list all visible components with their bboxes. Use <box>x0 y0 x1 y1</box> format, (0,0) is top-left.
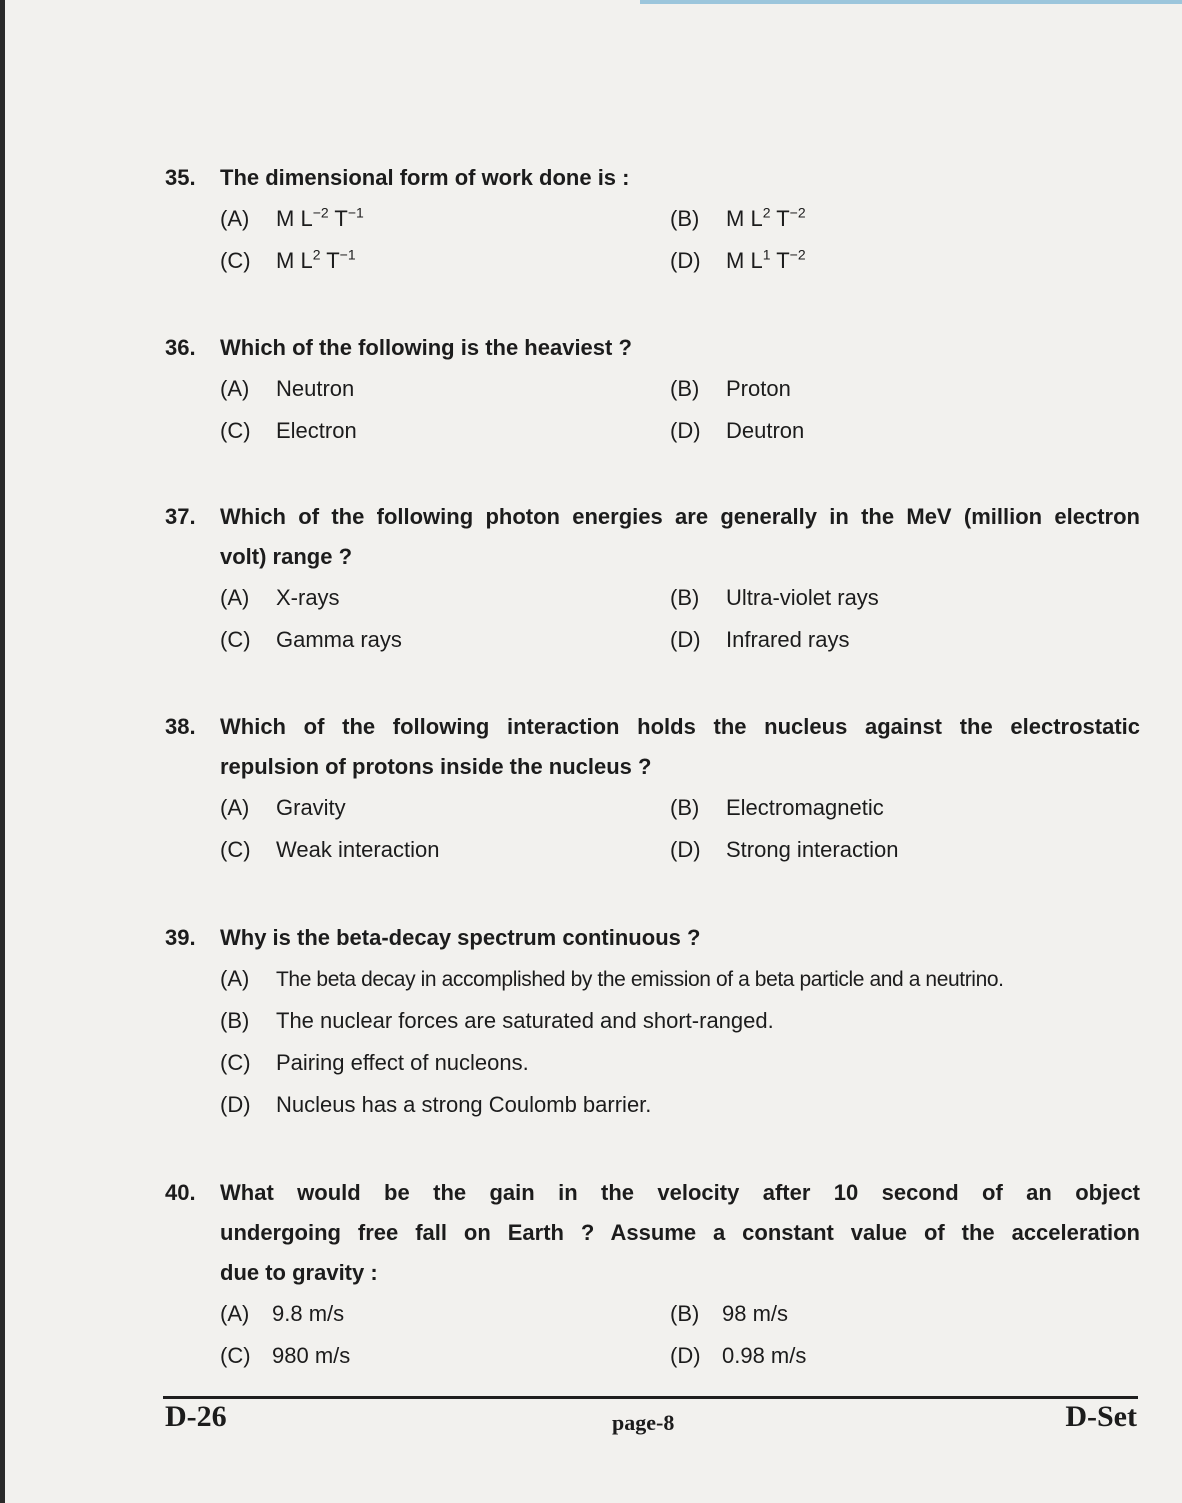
option-row <box>165 1335 1140 1377</box>
option-row <box>165 829 1140 871</box>
option-text: The beta decay in accomplished by the emission of a beta particle and a neutrino. <box>276 968 1004 991</box>
option-label: (B) <box>670 206 700 231</box>
question-text <box>165 158 1140 198</box>
option-d <box>670 829 898 871</box>
option-text: Strong interaction <box>726 837 899 862</box>
option-d <box>670 410 804 452</box>
option-label: (B) <box>220 1008 250 1033</box>
option-label: (A) <box>220 966 250 991</box>
question-40 <box>165 1173 1140 1377</box>
option-label: (D) <box>670 837 701 862</box>
option-row <box>165 1000 1140 1042</box>
question-35 <box>165 158 1140 282</box>
option-row <box>165 368 1140 410</box>
question-line: repulsion of protons inside the nucleus ? <box>220 754 652 779</box>
option-text: Proton <box>726 376 791 401</box>
option-row <box>165 787 1140 829</box>
formula-base: M L <box>276 248 313 273</box>
exponent: −1 <box>347 204 364 221</box>
option-text: 980 m/s <box>272 1343 351 1368</box>
question-line: undergoing free fall on Earth ? Assume a constant value of the acceleration <box>220 1220 1140 1245</box>
question-number: 39. <box>165 925 196 950</box>
option-label: (A) <box>220 585 250 610</box>
option-label: (C) <box>220 1343 251 1368</box>
question-line: Which of the following interaction holds the nucleus against the electrostatic <box>220 714 1140 739</box>
option-c <box>220 240 356 282</box>
option-b <box>220 1000 774 1042</box>
option-a <box>220 958 1004 1001</box>
binding-edge <box>0 0 5 1503</box>
option-label: (C) <box>220 1050 251 1075</box>
question-line: The dimensional form of work done is : <box>220 165 630 190</box>
option-text: Gravity <box>276 795 346 820</box>
question-text <box>165 497 1140 537</box>
question-number: 40. <box>165 1180 196 1205</box>
question-line: Which of the following photon energies are generally in the MeV (million electron <box>220 504 1140 529</box>
question-line: What would be the gain in the velocity after 10 second of an object <box>220 1180 1140 1205</box>
option-label: (D) <box>670 1343 701 1368</box>
option-label: (B) <box>670 376 700 401</box>
option-b <box>670 198 806 240</box>
option-a <box>220 787 346 829</box>
option-row <box>165 958 1140 1000</box>
option-row <box>165 198 1140 240</box>
option-label: (B) <box>670 795 700 820</box>
exponent: −1 <box>339 246 356 263</box>
question-number: 36. <box>165 335 196 360</box>
formula-mid: T <box>770 206 790 231</box>
option-a <box>220 1293 344 1335</box>
question-text <box>165 1253 1140 1293</box>
question-number: 38. <box>165 714 196 739</box>
question-line: volt) range ? <box>220 544 353 569</box>
question-line: due to gravity : <box>220 1260 378 1285</box>
formula-base: M L <box>276 206 313 231</box>
option-b <box>670 368 791 410</box>
option-text: Nucleus has a strong Coulomb barrier. <box>276 1092 652 1117</box>
option-row <box>165 577 1140 619</box>
question-line: Which of the following is the heaviest ? <box>220 335 632 360</box>
option-label: (A) <box>220 795 250 820</box>
exponent: 2 <box>762 204 771 221</box>
option-text: Electromagnetic <box>726 795 884 820</box>
question-text <box>165 1173 1140 1213</box>
option-d <box>670 240 806 282</box>
option-text: Gamma rays <box>276 627 402 652</box>
option-text: Deutron <box>726 418 805 443</box>
option-row <box>165 1293 1140 1335</box>
option-text: The nuclear forces are saturated and short-ranged. <box>276 1008 774 1033</box>
option-c <box>220 619 402 661</box>
option-a <box>220 198 364 240</box>
option-row <box>165 240 1140 282</box>
option-label: (D) <box>670 248 701 273</box>
option-b <box>670 577 879 619</box>
question-number: 37. <box>165 504 196 529</box>
exponent: 1 <box>762 246 771 263</box>
option-c <box>220 1042 529 1084</box>
option-d <box>220 1084 651 1126</box>
question-number: 35. <box>165 165 196 190</box>
option-a <box>220 368 354 410</box>
question-39 <box>165 918 1140 1126</box>
option-text: 98 m/s <box>722 1301 789 1326</box>
question-text <box>165 537 1140 577</box>
formula-base: M L <box>726 206 763 231</box>
formula-base: M L <box>726 248 763 273</box>
option-text: Weak interaction <box>276 837 440 862</box>
option-c <box>220 1335 350 1377</box>
formula-mid: T <box>770 248 790 273</box>
top-rule <box>640 0 1182 4</box>
question-text <box>165 747 1140 787</box>
option-label: (C) <box>220 248 251 273</box>
question-36 <box>165 328 1140 452</box>
option-b <box>670 787 884 829</box>
question-line: Why is the beta-decay spectrum continuous ? <box>220 925 701 950</box>
option-text: Electron <box>276 418 357 443</box>
option-label: (B) <box>670 585 700 610</box>
option-label: (A) <box>220 206 250 231</box>
set-label: D-Set <box>1065 1400 1137 1433</box>
option-text: 9.8 m/s <box>272 1301 345 1326</box>
question-text <box>165 328 1140 368</box>
paper-code: D-26 <box>165 1400 227 1433</box>
option-label: (B) <box>670 1301 700 1326</box>
option-d <box>670 1335 806 1377</box>
option-text: 0.98 m/s <box>722 1343 807 1368</box>
option-text: Pairing effect of nucleons. <box>276 1050 529 1075</box>
option-label: (D) <box>220 1092 251 1117</box>
option-text: Infrared rays <box>726 627 850 652</box>
option-d <box>670 619 850 661</box>
question-text <box>165 707 1140 747</box>
option-row <box>165 1042 1140 1084</box>
option-row <box>165 619 1140 661</box>
exponent: −2 <box>789 204 806 221</box>
formula-mid: T <box>328 206 348 231</box>
question-38 <box>165 707 1140 871</box>
option-c <box>220 829 439 871</box>
option-b <box>670 1293 788 1335</box>
option-label: (A) <box>220 376 250 401</box>
footer-rule <box>163 1396 1138 1399</box>
option-text: X-rays <box>276 585 340 610</box>
option-c <box>220 410 357 452</box>
formula-mid: T <box>320 248 340 273</box>
option-row <box>165 1084 1140 1126</box>
option-label: (D) <box>670 418 701 443</box>
option-label: (C) <box>220 418 251 443</box>
question-37 <box>165 497 1140 661</box>
option-a <box>220 577 340 619</box>
option-label: (C) <box>220 837 251 862</box>
page-number: page-8 <box>612 1410 675 1435</box>
option-label: (A) <box>220 1301 250 1326</box>
question-text <box>165 1213 1140 1253</box>
exponent: 2 <box>312 246 321 263</box>
option-text: Neutron <box>276 376 355 401</box>
option-row <box>165 410 1140 452</box>
option-label: (D) <box>670 627 701 652</box>
question-text <box>165 918 1140 958</box>
option-label: (C) <box>220 627 251 652</box>
exponent: −2 <box>789 246 806 263</box>
option-text: Ultra-violet rays <box>726 585 879 610</box>
exponent: −2 <box>312 204 329 221</box>
